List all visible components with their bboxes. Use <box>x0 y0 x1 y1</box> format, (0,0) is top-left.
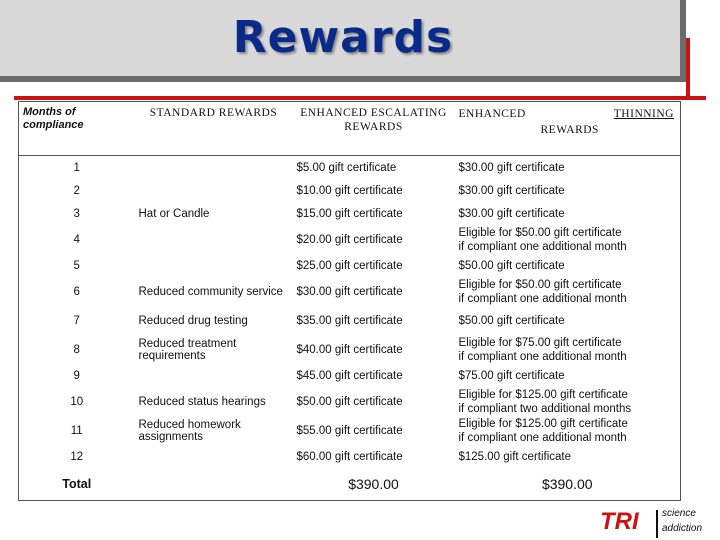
thinning-cell <box>455 225 681 254</box>
thinning-cell <box>455 277 681 306</box>
header-thinning <box>455 102 681 156</box>
header-escalating-label: ENHANCED ESCALATING REWARDS <box>300 107 447 133</box>
table-row <box>19 364 681 387</box>
escalating-cell: $45.00 gift certificate <box>296 369 403 382</box>
header-thinning-thinning: THINNING <box>613 108 674 120</box>
escalating-cell: $30.00 gift certificate <box>296 285 403 298</box>
escalating-cell: $40.00 gift certificate <box>296 343 403 356</box>
thinning-line: $75.00 gift certificate <box>458 369 565 382</box>
standard-cell <box>135 225 293 254</box>
total-thinning: $390.00 <box>455 468 681 501</box>
month-cell: 8 <box>19 335 135 364</box>
escalating-cell: $20.00 gift certificate <box>296 233 403 246</box>
thinning-line: $30.00 gift certificate <box>458 161 565 174</box>
accent-line-vertical <box>686 38 690 98</box>
standard-cell: Reduced status hearings <box>138 395 266 408</box>
standard-cell: Reduced treatment requirements <box>138 337 237 362</box>
table-row <box>19 179 681 202</box>
standard-cell <box>135 179 293 202</box>
thinning-line: Eligible for $125.00 gift certificate <box>458 417 628 430</box>
month-cell: 7 <box>19 306 135 335</box>
rewards-table <box>18 101 681 501</box>
table-row <box>19 306 681 335</box>
table-row <box>19 387 681 416</box>
total-escalating: $390.00 <box>293 468 455 501</box>
thinning-line: Eligible for $50.00 gift certificate <box>458 226 622 239</box>
header-escalating <box>293 102 455 156</box>
rewards-sheet <box>18 101 680 509</box>
table-row <box>19 445 681 468</box>
logo-divider <box>656 510 658 538</box>
escalating-cell: $55.00 gift certificate <box>296 424 403 437</box>
month-cell: 5 <box>19 254 135 277</box>
thinning-line: Eligible for $50.00 gift certificate <box>458 278 622 291</box>
header-thinning-enhanced: ENHANCED <box>458 108 526 120</box>
thinning-line: Eligible for $75.00 gift certificate <box>458 336 622 349</box>
thinning-line: if compliant one additional month <box>458 350 627 363</box>
thinning-line: $30.00 gift certificate <box>458 184 565 197</box>
standard-cell <box>135 254 293 277</box>
escalating-cell: $60.00 gift certificate <box>296 450 403 463</box>
thinning-cell <box>455 202 681 225</box>
accent-line-horizontal <box>14 96 706 100</box>
thinning-line: if compliant two additional months <box>458 402 632 415</box>
thinning-line: $30.00 gift certificate <box>458 207 565 220</box>
thinning-cell <box>455 416 681 445</box>
standard-cell: Hat or Candle <box>138 207 210 220</box>
header-thinning-rewards: REWARDS <box>540 124 599 136</box>
logo-science: science <box>662 508 696 519</box>
thinning-cell <box>455 445 681 468</box>
month-cell: 12 <box>19 445 135 468</box>
thinning-line: Eligible for $125.00 gift certificate <box>458 388 628 401</box>
standard-cell <box>135 364 293 387</box>
thinning-line: $50.00 gift certificate <box>458 314 565 327</box>
logo-mark: TRI <box>600 508 639 535</box>
escalating-cell: $10.00 gift certificate <box>296 184 403 197</box>
escalating-cell: $15.00 gift certificate <box>296 207 403 220</box>
standard-cell <box>135 445 293 468</box>
month-cell: 10 <box>19 387 135 416</box>
standard-cell <box>135 156 293 180</box>
thinning-line: $50.00 gift certificate <box>458 259 565 272</box>
header-standard <box>135 102 293 156</box>
total-row <box>19 468 681 501</box>
month-cell: 9 <box>19 364 135 387</box>
thinning-cell <box>455 335 681 364</box>
standard-cell: Reduced community service <box>138 285 283 298</box>
header-row <box>19 102 681 156</box>
table-row <box>19 277 681 306</box>
table-row <box>19 416 681 445</box>
thinning-cell <box>455 364 681 387</box>
header-months: Months of compliance <box>19 102 135 156</box>
header-standard-label: STANDARD REWARDS <box>149 107 278 119</box>
standard-cell: Reduced drug testing <box>138 314 248 327</box>
thinning-cell <box>455 179 681 202</box>
standard-cell: Reduced homework assignments <box>138 418 241 443</box>
tri-logo <box>600 508 718 538</box>
month-cell: 1 <box>19 156 135 180</box>
thinning-cell <box>455 254 681 277</box>
month-cell: 2 <box>19 179 135 202</box>
total-label: Total <box>19 468 135 501</box>
table-row <box>19 225 681 254</box>
thinning-line: if compliant one additional month <box>458 431 627 444</box>
thinning-cell <box>455 156 681 180</box>
month-cell: 11 <box>19 416 135 445</box>
month-cell: 4 <box>19 225 135 254</box>
table-row <box>19 202 681 225</box>
table-row <box>19 254 681 277</box>
escalating-cell: $25.00 gift certificate <box>296 259 403 272</box>
thinning-cell <box>455 306 681 335</box>
thinning-cell <box>455 387 681 416</box>
thinning-line: $125.00 gift certificate <box>458 450 572 463</box>
escalating-cell: $35.00 gift certificate <box>296 314 403 327</box>
total-standard-cell <box>135 468 293 501</box>
month-cell: 6 <box>19 277 135 306</box>
month-cell: 3 <box>19 202 135 225</box>
escalating-cell: $50.00 gift certificate <box>296 395 403 408</box>
thinning-line: if compliant one additional month <box>458 240 627 253</box>
table-row <box>19 156 681 180</box>
logo-addiction: addiction <box>662 523 703 534</box>
page-title: Rewards <box>232 12 454 63</box>
escalating-cell: $5.00 gift certificate <box>296 161 397 174</box>
table-row <box>19 335 681 364</box>
thinning-line: if compliant one additional month <box>458 292 627 305</box>
